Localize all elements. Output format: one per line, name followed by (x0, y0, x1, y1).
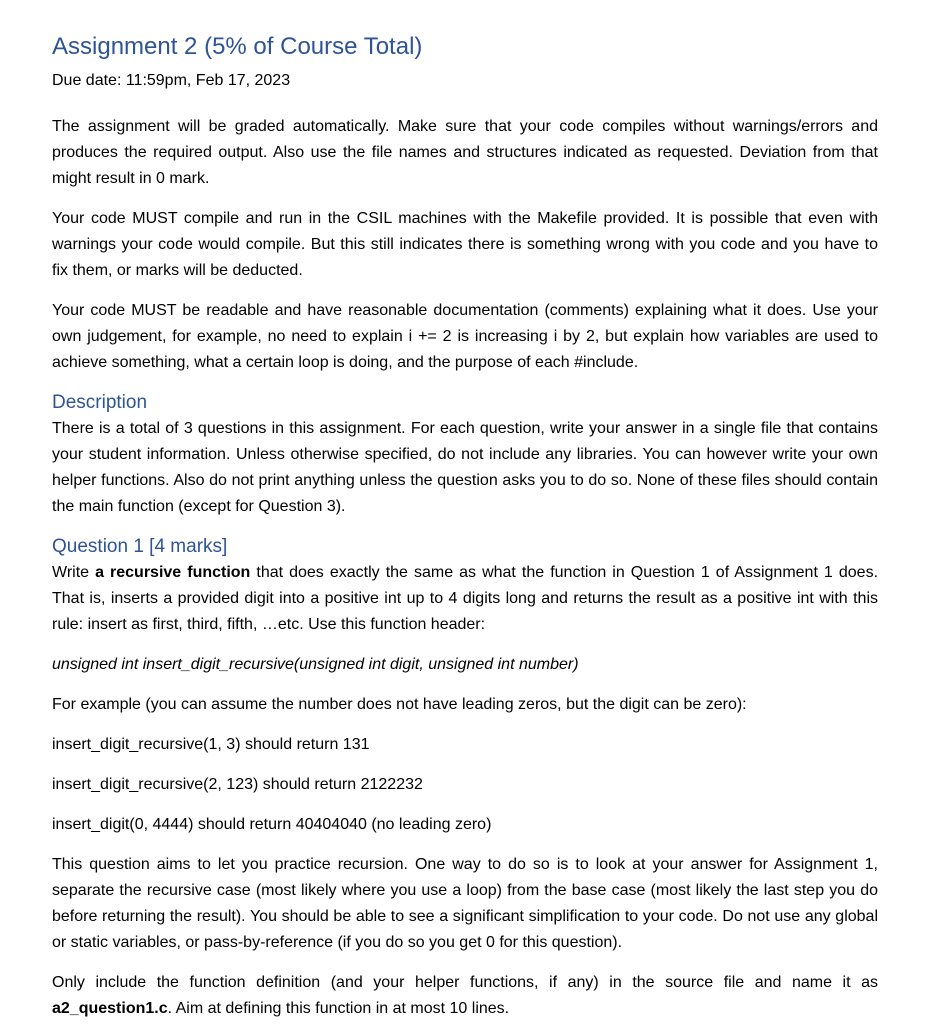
example-intro: For example (you can assume the number does not have leading zeros, but the digit can be zero): (52, 696, 747, 713)
question1-text-after: that does exactly the same as what the function in Question 1 of Assignment 1 does. That is, inserts a provided digit into a positive int up to 4 digits long and returns the result as a positive int with this rule: insert as first, third, fifth, …etc. Use this function header: (52, 564, 879, 633)
question1-heading: Question 1 [4 marks] (52, 536, 228, 557)
intro-paragraph-compile: Your code MUST compile and run in the CSIL machines with the Makefile provided. It is possible that even with warnings your code would compile. But this still indicates there is something wrong with you code and you have to fix them, or marks will be deducted. (52, 210, 878, 279)
example-line-3: insert_digit(0, 4444) should return 40404040 (no leading zero) (52, 816, 492, 833)
question1-aim-paragraph: This question aims to let you practice recursion. One way to do so is to look at your answer for Assignment 1, separate the recursive case (most likely where you use a loop) from the base case (most likely the last step you do before returning the result). You should be able to see a significant simplification to your code. Do not use any global or static variables, or pass-by-reference (if you do so you get 0 for this question). (52, 856, 878, 951)
description-paragraph: There is a total of 3 questions in this assignment. For each question, write your answer in a single file that contains your student information. Unless otherwise specified, do not include any libraries. You can however write your own helper functions. Also do not print anything unless the question asks you to do so. None of these files should contain the main function (except for Question 3). (52, 420, 878, 515)
description-heading: Description (52, 392, 148, 413)
due-date: Due date: 11:59pm, Feb 17, 2023 (52, 72, 291, 89)
document-title: Assignment 2 (5% of Course Total) (52, 33, 423, 60)
function-header: unsigned int insert_digit_recursive(unsigned int digit, unsigned int number) (52, 656, 579, 673)
final-text-before: Only include the function definition (and your helper functions, if any) in the source file and name it as (52, 974, 878, 991)
final-text-after: . Aim at defining this function in at most 10 lines. (167, 1000, 510, 1017)
question1-final-paragraph (52, 970, 878, 1022)
question1-text-before: Write (52, 564, 96, 581)
intro-paragraph-grading: The assignment will be graded automatically. Make sure that your code compiles without warnings/errors and produces the required output. Also use the file names and structures indicated as requested. Deviation from that might result in 0 mark. (52, 118, 878, 187)
question1-text-bold: a recursive function (95, 564, 251, 581)
example-line-2: insert_digit_recursive(2, 123) should return 2122232 (52, 776, 423, 793)
source-filename: a2_question1.c (52, 1000, 168, 1017)
example-line-1: insert_digit_recursive(1, 3) should return 131 (52, 736, 370, 753)
question1-paragraph (52, 560, 878, 638)
intro-paragraph-readability: Your code MUST be readable and have reasonable documentation (comments) explaining what it does. Use your own judgement, for example, no need to explain i += 2 is increasing i by 2, but explain how variables are used to achieve something, what a certain loop is doing, and the purpose of each #include. (52, 302, 878, 371)
